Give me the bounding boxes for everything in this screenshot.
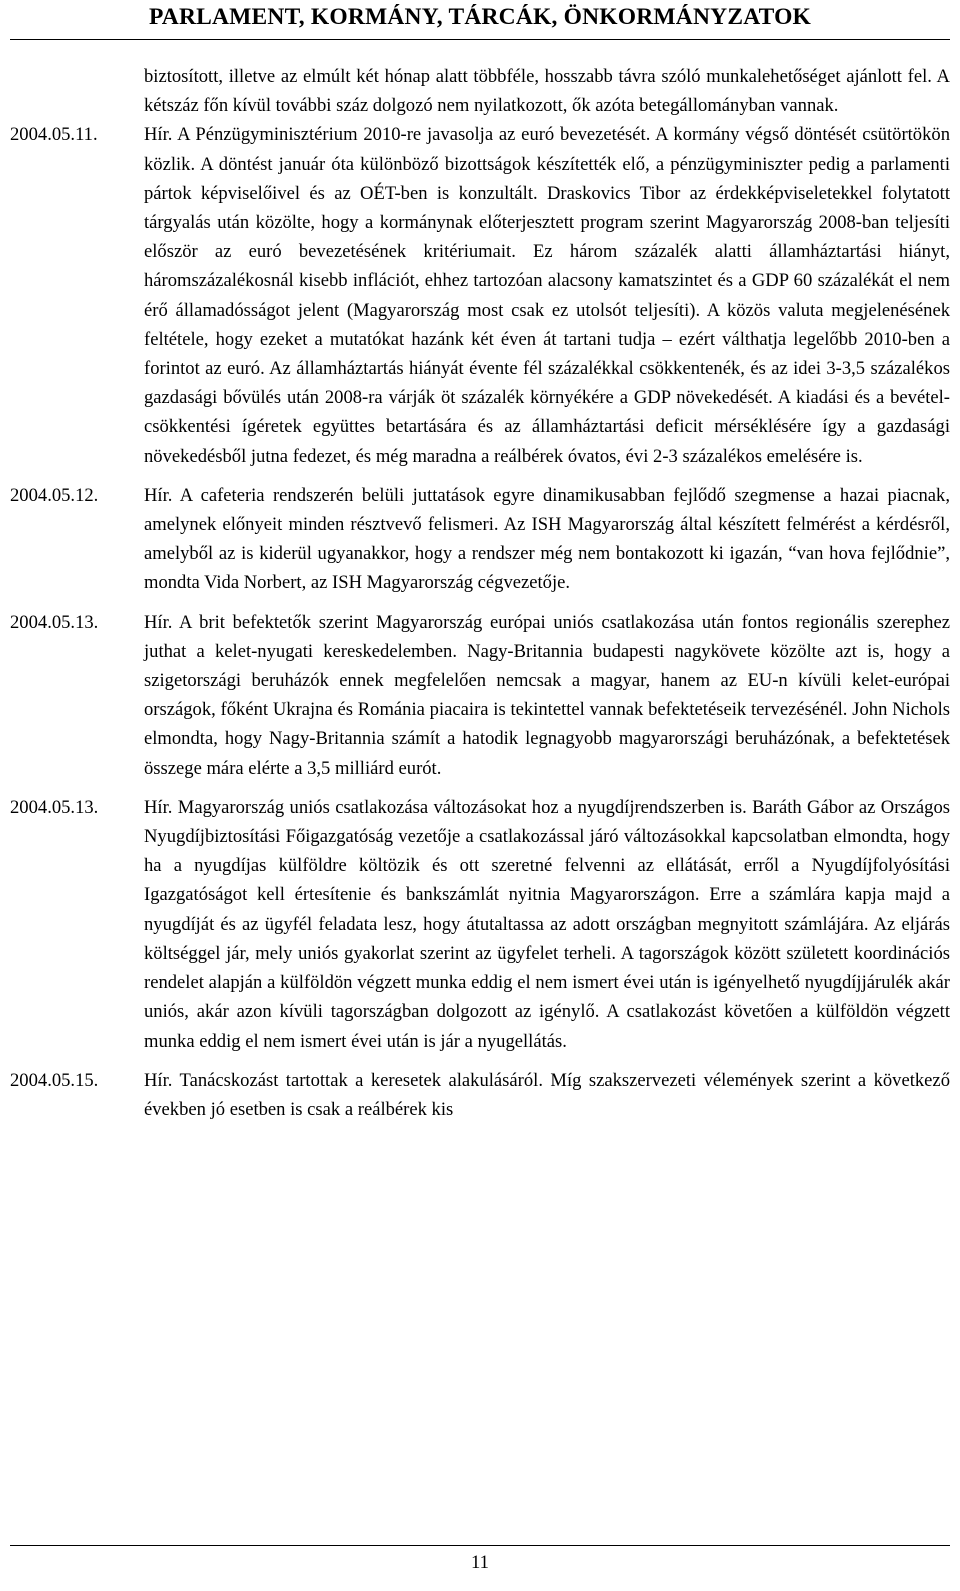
entry-date: 2004.05.11. [10, 124, 98, 146]
body-text [10, 62, 950, 1124]
entry-text: Hír. Magyarország uniós csatlakozása változásokat hoz a nyugdíjrendszerben is. Baráth Gábor az Országos Nyugdíjbiztosítási Főigazgatóság vezetője a csatlakozással járó változásokkal kapcsolatban elmondta, hogy ha a nyugdíjas külföldre költözik és ott szeretné felvenni az ellátását, erről a Nyugdíjfolyósítási Igazgatóságot kell értesítenie és bankszámlát nyitnia Magyarországon. Erre a számlára kapja majd a nyugdíját és az ügyfél feladata lesz, hogy átutaltassa az adott országban megnyitott számlájára. Az eljárás költséggel jár, mely uniós gyakorlat szerint az ügyfelet terheli. A tagországok között született koordinációs rendelet alapján a külföldön végzett munka eddig el nem ismert évei után is igényelhető nyugdíjjárulék akár uniós, akár azon kívüli tagországban dolgozott az igénylő. A csatlakozást követően a külföldön végzett munka eddig el nem ismert évei után is jár a nyugellátás. [144, 796, 950, 1052]
news-entry [10, 120, 950, 470]
entry-text: Hír. Tanácskozást tartottak a keresetek alakulásáról. Míg szakszervezeti vélemények szerint a következő években jó esetben is csak a reálbérek kis [144, 1069, 950, 1120]
entry-date: 2004.05.13. [10, 611, 99, 633]
news-entry [10, 1066, 950, 1124]
entry-date: 2004.05.12. [10, 484, 99, 506]
continuation-paragraph: biztosított, illetve az elmúlt két hónap alatt többféle, hosszabb távra szóló munkalehetőséget ajánlott fel. A kétszáz főn kívül további száz dolgozó nem nyilatkozott, ők azóta betegállományban vannak. [144, 66, 950, 117]
page-number: 11 [471, 1552, 489, 1573]
news-entry [10, 481, 950, 598]
running-header: PARLAMENT, KORMÁNY, TÁRCÁK, ÖNKORMÁNYZATOK [148, 4, 812, 30]
news-entry [10, 793, 950, 1056]
entry-text: Hír. A Pénzügyminisztérium 2010-re javasolja az euró bevezetését. A kormány végső döntését csütörtökön közlik. A döntést január óta különböző bizottságok készítették elő, a pénzügyminiszter pedig a parlamenti pártok képviselőivel és az OÉT-ben is konzultált. Draskovics Tibor az érdekképviseletekkel folytatott tárgyalás után közölte, hogy a kormánynak előterjesztett program szerint Magyarország 2008-ban teljesíti először az euró bevezetésének kritériumait. Ez három százalék alatti államháztartási hiányt, háromszázalékosnál kisebb inflációt, ehhez tartozóan alacsony kamatszintet és a GDP 60 százalékát el nem érő államadósságot jelent (Magyarország most csak ez utolsót teljesíti). A közös valuta megjelenésének feltétele, hogy ezeket a mutatókat hazánk két éven át tartani tudja – ezért válthatja legelőbb 2010-ben a forintot az euró. Az államháztartás hiányát évente fél százalékkal csökkentenék, és az idei 3-3,5 százalékos gazdasági bővülés után 2008-ra várják öt százalék környékére a GDP növekedését. A kiadási és a bevétel-csökkentési ígéretek együttes betartására és az államháztartási deficit mérséklésére így a gazdasági növekedésből jutna fedezet, és még maradna a reálbérek óvatos, évi 2-3 százalékos emelésére is. [144, 124, 950, 467]
entry-date: 2004.05.15. [10, 1069, 99, 1091]
entry-date: 2004.05.13. [10, 796, 99, 818]
news-entry [10, 608, 950, 783]
header-rule [10, 39, 950, 40]
footer-rule [10, 1545, 950, 1546]
entry-text: Hír. A cafeteria rendszerén belüli juttatások egyre dinamikusabban fejlődő szegmense a hazai piacnak, amelynek előnyeit minden résztvevő felismeri. Az ISH Magyarország által készített felmérést a kérdésről, amelyből az is kiderül ugyanakkor, hogy a rendszer még nem bontakozott ki igazán, “van hova fejlődnie”, mondta Vida Norbert, az ISH Magyarország cégvezetője. [144, 484, 950, 594]
entry-text: Hír. A brit befektetők szerint Magyarország európai uniós csatlakozása után fontos regionális szerephez juthat a kelet-nyugati kereskedelemben. Nagy-Britannia budapesti nagykövete közölte azt is, hogy a szigetországi beruházók ennek megfelelően nemcsak a magyar, hanem az EU-n kívüli kelet-európai országok, főként Ukrajna és Románia piacaira is tekintettel vannak befektetéseik tervezésénél. John Nichols elmondta, hogy Nagy-Britannia számít a hatodik legnagyobb magyarországi beruházónak, a befektetések összege mára elérte a 3,5 milliárd eurót. [144, 611, 950, 779]
